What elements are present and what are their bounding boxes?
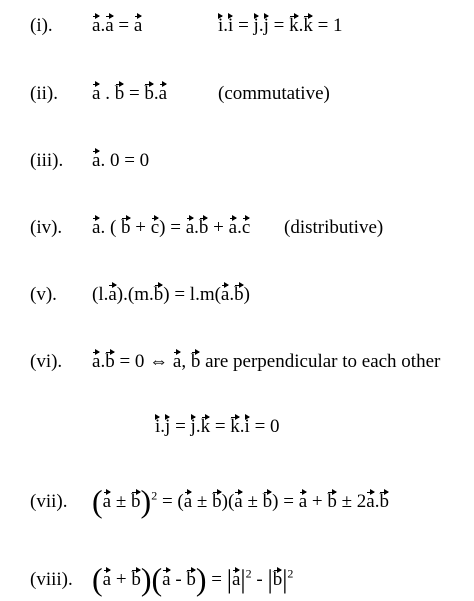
property-row-7 (0, 483, 474, 519)
dot-operator: . (100, 15, 106, 36)
vector-j: j (254, 12, 259, 40)
scalar-l: l (98, 284, 104, 305)
vector-a: a (134, 12, 142, 40)
dot-operator: . (374, 491, 380, 512)
vector-a: a (105, 12, 113, 40)
vector-k: k (201, 413, 211, 441)
vector-a: a (92, 80, 100, 108)
dot-operator: . (100, 351, 106, 372)
equals-sign: = (161, 491, 173, 512)
item-number: (vii). (30, 491, 68, 512)
item-number: (iii). (30, 150, 64, 171)
vector-a: a (366, 488, 374, 516)
vector-c: c (151, 214, 159, 242)
number-zero: 0 (109, 150, 120, 171)
item-number: (i). (30, 15, 53, 36)
vector-b: b (131, 566, 141, 594)
vector-b: b (131, 488, 141, 516)
dot-operator: . (105, 83, 110, 104)
close-paren: ) (140, 483, 152, 519)
plus-sign: + (135, 217, 146, 238)
difference-of-squares-formula (92, 561, 294, 597)
close-paren: ) (140, 561, 152, 597)
number-zero: 0 (139, 150, 150, 171)
vector-a: a (103, 488, 111, 516)
property-note: are perpendicular to each other (205, 351, 441, 372)
dot-operator: . (123, 284, 128, 305)
abs-bar: | (282, 565, 288, 594)
dot-operator: . (160, 416, 166, 437)
dot-operator: . (100, 150, 106, 171)
abs-bar: | (267, 565, 273, 594)
vector-i: i (245, 413, 250, 441)
vector-j: j (165, 413, 170, 441)
vector-a: a (103, 566, 111, 594)
orthogonality-formula (155, 413, 280, 441)
vector-j: j (191, 413, 196, 441)
vector-b: b (121, 214, 131, 242)
close-paren: ) (221, 491, 228, 512)
exponent-two: 2 (245, 566, 252, 581)
equals-sign: = (317, 15, 329, 36)
minus-sign: - (175, 569, 182, 590)
equals-sign: = (119, 351, 131, 372)
open-paren: ( (214, 284, 221, 305)
plus-minus-sign: ± (341, 491, 353, 512)
comma: , (181, 351, 187, 372)
close-paren: ) (116, 284, 124, 305)
vector-j: j (264, 12, 269, 40)
property-note: (distributive) (284, 217, 384, 238)
unit-vector-formula (218, 12, 343, 40)
vector-b: b (186, 566, 196, 594)
vector-k: k (230, 413, 240, 441)
item-number: (iv). (30, 217, 63, 238)
equals-sign: = (238, 15, 249, 36)
vector-c: c (242, 214, 250, 242)
dot-operator: . (195, 284, 200, 305)
vector-b: b (144, 80, 154, 108)
vector-a: a (92, 214, 100, 242)
vector-a: a (159, 80, 167, 108)
open-paren: ( (151, 561, 163, 597)
close-paren: ) (195, 561, 207, 597)
abs-bar: | (240, 565, 246, 594)
dot-operator: . (153, 83, 159, 104)
minus-sign: - (256, 569, 263, 590)
property-row-6 (0, 348, 474, 376)
number-two: 2 (356, 491, 367, 512)
plus-sign: + (213, 217, 224, 238)
dot-operator: . (100, 217, 106, 238)
unit-vector-orthogonality-row (0, 413, 474, 441)
vector-a: a (232, 566, 240, 594)
equals-sign: = (283, 491, 294, 512)
vector-b: b (212, 488, 222, 516)
open-paren: ( (177, 491, 184, 512)
vector-a: a (186, 214, 194, 242)
equals-sign: = (170, 217, 181, 238)
property-row-2 (0, 80, 474, 108)
equals-sign: = (174, 284, 186, 305)
vector-b: b (263, 488, 273, 516)
perpendicular-formula (92, 348, 440, 376)
equals-sign: = (124, 150, 135, 171)
property-row-1 (0, 12, 474, 40)
open-paren: ( (92, 561, 103, 597)
number-one: 1 (333, 15, 343, 36)
vector-b: b (115, 80, 125, 108)
open-paren: ( (92, 284, 99, 305)
equals-sign: = (211, 569, 223, 590)
vector-a: a (92, 147, 100, 175)
vector-b: b (234, 281, 244, 309)
vector-a: a (229, 214, 237, 242)
dot-operator: . (223, 15, 229, 36)
exponent-two: 2 (151, 488, 158, 503)
item-number: (ii). (30, 83, 58, 104)
dot-operator: . (239, 416, 245, 437)
close-paren: ) (243, 284, 250, 305)
dot-operator: . (298, 15, 304, 36)
plus-minus-sign: ± (247, 491, 258, 512)
vector-b: b (327, 488, 337, 516)
property-row-8 (0, 561, 474, 597)
square-expansion-formula (92, 483, 389, 519)
vector-i: i (218, 12, 223, 40)
vector-a: a (92, 348, 100, 376)
dot-operator: . (195, 416, 201, 437)
vector-a: a (173, 348, 181, 376)
commutative-formula (92, 80, 167, 108)
vector-b: b (154, 281, 164, 309)
vector-a: a (184, 488, 192, 516)
scalar-m: m (199, 284, 215, 305)
plus-sign: + (115, 569, 127, 590)
open-paren: ( (109, 217, 117, 238)
property-note: (commutative) (218, 83, 330, 104)
dot-operator: . (194, 217, 199, 238)
dot-operator: . (148, 284, 154, 305)
vector-a: a (234, 488, 242, 516)
scalar-l: l (189, 284, 196, 305)
distributive-formula (92, 214, 250, 242)
property-row-3 (0, 147, 474, 175)
property-row-5 (0, 281, 474, 309)
property-row-4 (0, 214, 474, 242)
zero-product-formula (92, 147, 149, 175)
vector-b: b (105, 348, 115, 376)
vector-b: b (379, 488, 389, 516)
dot-operator: . (229, 284, 235, 305)
vector-b: b (273, 566, 283, 594)
vector-a: a (92, 12, 100, 40)
open-paren: ( (127, 284, 135, 305)
plus-minus-sign: ± (196, 491, 208, 512)
number-zero: 0 (270, 416, 280, 437)
scalar-m: m (134, 284, 149, 305)
plus-minus-sign: ± (115, 491, 127, 512)
vector-a: a (221, 281, 229, 309)
dot-operator: . (237, 217, 242, 238)
self-dot-formula (92, 12, 142, 40)
dot-operator: . (258, 15, 264, 36)
item-number: (viii). (30, 569, 73, 590)
vector-a: a (108, 281, 116, 309)
vector-k: k (289, 12, 299, 40)
abs-bar: | (226, 565, 232, 594)
equals-sign: = (254, 416, 266, 437)
vector-b: b (199, 214, 209, 242)
vector-a: a (162, 566, 170, 594)
vector-b: b (191, 348, 201, 376)
dot-operator: . (103, 284, 109, 305)
scalar-multiple-formula (92, 281, 250, 309)
equals-sign: = (214, 416, 226, 437)
vector-i: i (155, 413, 160, 441)
open-paren: ( (227, 491, 235, 512)
item-number: (vi). (30, 351, 63, 372)
vector-k: k (303, 12, 313, 40)
vector-i: i (228, 12, 233, 40)
close-paren: ) (159, 217, 166, 238)
number-zero: 0 (134, 351, 145, 372)
close-paren: ) (163, 284, 170, 305)
equals-sign: = (273, 15, 285, 36)
iff-arrow: ⇔ (149, 351, 169, 372)
exponent-two: 2 (287, 566, 294, 581)
equals-sign: = (128, 83, 140, 104)
item-number: (v). (30, 284, 57, 305)
close-paren: ) (272, 491, 279, 512)
equals-sign: = (175, 416, 186, 437)
open-paren: ( (92, 483, 103, 519)
plus-sign: + (311, 491, 323, 512)
equals-sign: = (118, 15, 130, 36)
vector-a: a (299, 488, 307, 516)
